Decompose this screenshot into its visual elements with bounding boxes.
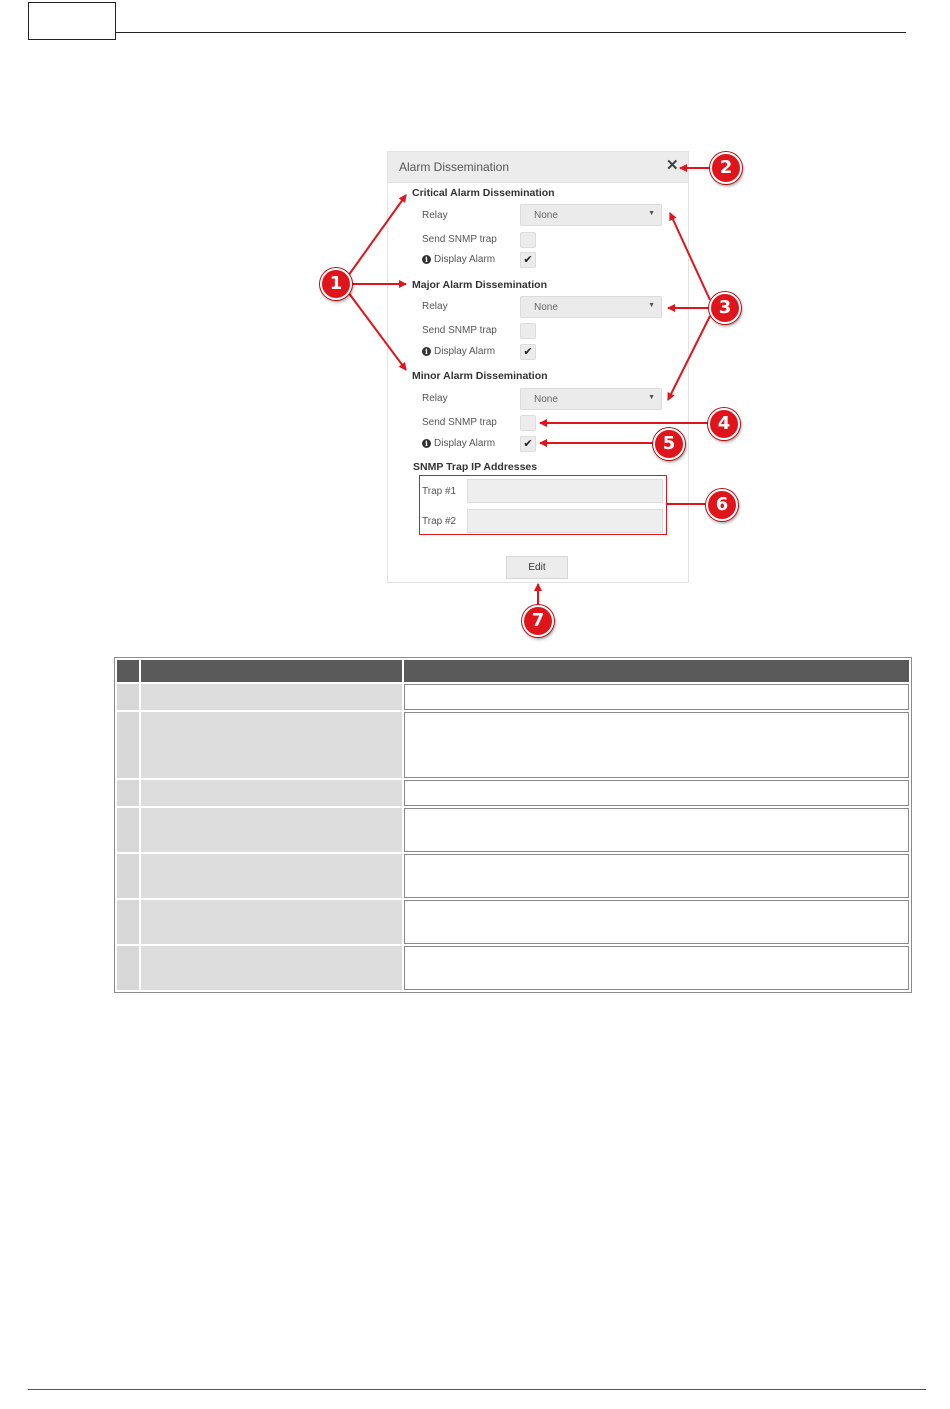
section-heading-minor: Minor Alarm Dissemination xyxy=(412,370,548,382)
display-alarm-text: Display Alarm xyxy=(434,254,496,265)
relay-select-value: None xyxy=(534,394,558,405)
section-heading-snmp: SNMP Trap IP Addresses xyxy=(413,461,538,473)
table-cell xyxy=(404,900,909,944)
table-row xyxy=(117,900,909,944)
table-cell xyxy=(141,900,402,944)
callout-badge-2: 2 xyxy=(710,152,742,184)
table-row xyxy=(117,712,909,778)
table-cell xyxy=(404,684,909,710)
table-cell xyxy=(404,946,909,990)
relay-label-minor: Relay xyxy=(422,393,448,404)
table-cell xyxy=(141,684,402,710)
trap-1-label: Trap #1 xyxy=(422,486,457,497)
snmp-trap-label-minor: Send SNMP trap xyxy=(422,417,497,428)
info-icon: i xyxy=(422,439,431,448)
table-cell xyxy=(141,780,402,806)
table-cell xyxy=(117,684,139,710)
snmp-trap-label-major: Send SNMP trap xyxy=(422,325,497,336)
table-cell xyxy=(404,808,909,852)
callout-badge-7: 7 xyxy=(522,605,554,637)
callout-badge-6: 6 xyxy=(706,489,738,521)
arrow-1-critical xyxy=(348,195,406,276)
close-icon[interactable]: ✕ xyxy=(666,157,679,174)
table-cell xyxy=(404,712,909,778)
table-cell xyxy=(404,780,909,806)
section-heading-critical: Critical Alarm Dissemination xyxy=(412,187,555,199)
table-cell xyxy=(117,900,139,944)
relay-label-major: Relay xyxy=(422,301,448,312)
info-icon: i xyxy=(422,255,431,264)
table-header-cell xyxy=(404,660,909,682)
caret-down-icon: ▼ xyxy=(648,302,655,309)
relay-label-critical: Relay xyxy=(422,210,448,221)
table-cell xyxy=(117,808,139,852)
table-row xyxy=(117,684,909,710)
relay-select-value: None xyxy=(534,210,558,221)
table-cell xyxy=(117,712,139,778)
table-row xyxy=(117,854,909,898)
table-row xyxy=(117,946,909,990)
table-header-cell xyxy=(117,660,139,682)
reference-table xyxy=(114,657,912,993)
display-alarm-checkbox-major[interactable]: ✔ xyxy=(520,344,536,360)
table-cell xyxy=(141,808,402,852)
arrow-3-critical xyxy=(670,213,710,300)
table-cell xyxy=(141,712,402,778)
edit-button[interactable]: Edit xyxy=(506,556,568,579)
dialog-title: Alarm Dissemination xyxy=(399,160,510,174)
section-heading-major: Major Alarm Dissemination xyxy=(412,279,547,291)
callout-badge-3: 3 xyxy=(709,292,741,324)
table-header-row xyxy=(117,660,909,682)
display-alarm-text: Display Alarm xyxy=(434,438,496,449)
callout-badge-4: 4 xyxy=(708,408,740,440)
arrow-1-minor xyxy=(348,292,406,370)
table-cell xyxy=(404,854,909,898)
display-alarm-text: Display Alarm xyxy=(434,346,496,357)
table-cell xyxy=(141,854,402,898)
table-row xyxy=(117,780,909,806)
table-row xyxy=(117,808,909,852)
callout-badge-1: 1 xyxy=(320,268,352,300)
callout-badge-5: 5 xyxy=(653,428,685,460)
table-cell xyxy=(117,946,139,990)
display-alarm-checkbox-critical[interactable]: ✔ xyxy=(520,252,536,268)
footer-rule xyxy=(28,1389,926,1390)
info-icon: i xyxy=(422,347,431,356)
relay-select-value: None xyxy=(534,302,558,313)
table-header-cell xyxy=(141,660,402,682)
caret-down-icon: ▼ xyxy=(648,210,655,217)
caret-down-icon: ▼ xyxy=(648,394,655,401)
trap-2-label: Trap #2 xyxy=(422,516,457,527)
display-alarm-checkbox-minor[interactable]: ✔ xyxy=(520,436,536,452)
table-cell xyxy=(117,854,139,898)
table-cell xyxy=(117,780,139,806)
arrow-3-minor xyxy=(668,316,710,400)
table-cell xyxy=(141,946,402,990)
snmp-trap-label-critical: Send SNMP trap xyxy=(422,234,497,245)
